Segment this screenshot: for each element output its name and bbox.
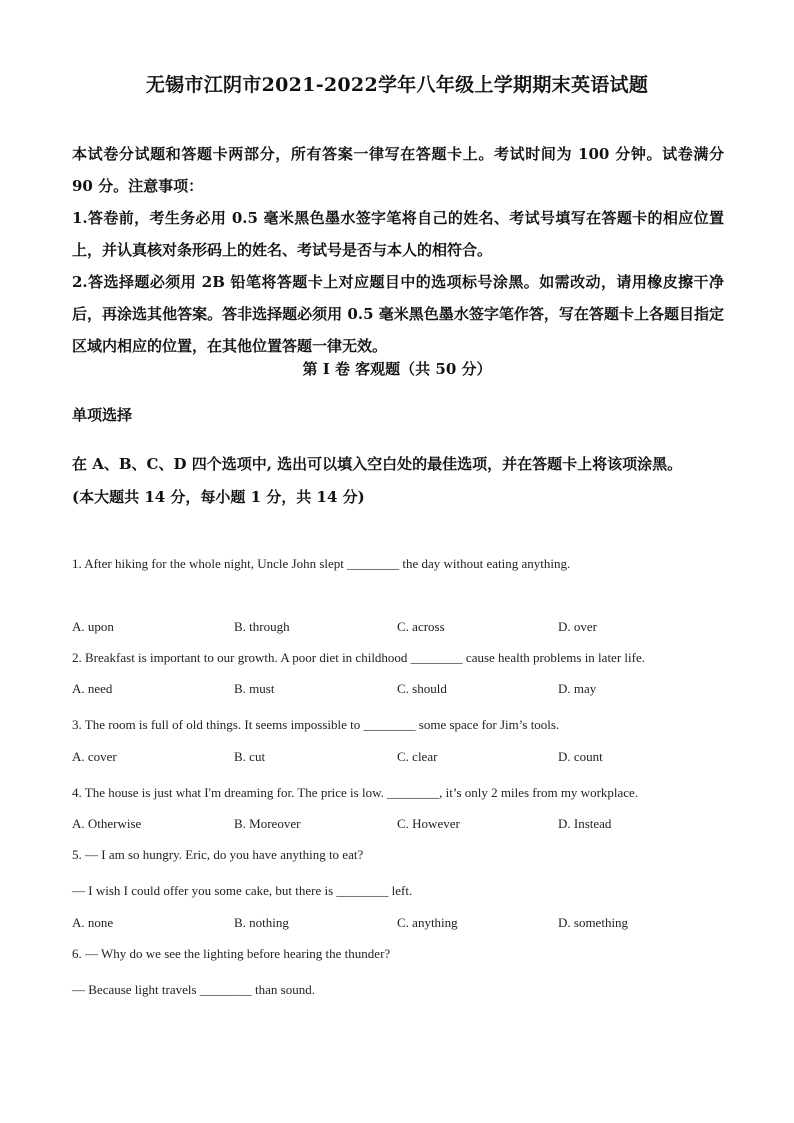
option-b: B. Moreover [234, 816, 301, 831]
question-5: 5. — I am so hungry. Eric, do you have anything to eat? [72, 847, 364, 862]
option-b: B. through [234, 619, 290, 634]
question-4-options [72, 816, 732, 834]
question-1-options [72, 619, 732, 637]
option-a: A. need [72, 681, 113, 696]
intro-note-1: 1.答卷前，考生务必用 0.5 毫米黑色墨水签字笔将自己的姓名、考试号填写在答题卡的相应位置上，并认真核对条形码上的姓名、考试号是否与本人的相符合。 [72, 209, 724, 259]
option-c: C. However [397, 816, 460, 831]
intro-paragraph: 本试卷分试题和答题卡两部分，所有答案一律写在答题卡上。考试时间为 100 分钟。试卷满分 90 分。注意事项： [72, 145, 724, 195]
page-title: 无锡市江阴市2021-2022学年八年级上学期期末英语试题 [145, 74, 649, 96]
option-c: C. should [397, 681, 447, 696]
question-2: 2. Breakfast is important to our growth. A poor diet in childhood ________ cause health problems in later life. [72, 650, 645, 665]
option-a: A. cover [72, 749, 117, 764]
part-label: 单项选择 [72, 406, 133, 424]
intro-notes [72, 138, 724, 362]
question-5-options [72, 915, 732, 933]
question-3: 3. The room is full of old things. It seems impossible to ________ some space for Jim’s tools. [72, 717, 560, 732]
question-1: 1. After hiking for the whole night, Uncle John slept ________ the day without eating anything. [72, 556, 571, 571]
option-a: A. upon [72, 619, 114, 634]
instruction [72, 448, 732, 514]
option-c: C. anything [397, 915, 458, 930]
question-2-options [72, 681, 732, 699]
section-title: 第 I 卷 客观题（共 50 分） [302, 360, 492, 378]
intro-note-2: 2.答选择题必须用 2B 铅笔将答题卡上对应题目中的选项标号涂黑。如需改动，请用橡皮擦干净后，再涂选其他答案。答非选择题必须用 0.5 毫米黑色墨水签字笔作答，写在答题卡上各题目指定区域内相应的位置，在其他位置答题一律无效。 [72, 273, 724, 355]
option-d: D. Instead [558, 816, 612, 831]
question-3-options [72, 749, 732, 767]
question-6: 6. — Why do we see the lighting before hearing the thunder? [72, 946, 391, 961]
option-d: D. may [558, 681, 597, 696]
option-a: A. Otherwise [72, 816, 142, 831]
question-4: 4. The house is just what I'm dreaming for. The price is low. ________, it’s only 2 miles from my workplace. [72, 785, 639, 800]
option-d: D. something [558, 915, 629, 930]
option-b: B. nothing [234, 915, 289, 930]
option-b: B. must [234, 681, 275, 696]
option-c: C. clear [397, 749, 438, 764]
option-d: D. over [558, 619, 597, 634]
instruction-score: (本大题共 14 分，每小题 1 分，共 14 分) [72, 488, 365, 506]
option-a: A. none [72, 915, 114, 930]
instruction-line: 在 A、B、C、D 四个选项中, 选出可以填入空白处的最佳选项，并在答题卡上将该项涂黑。 [72, 455, 683, 473]
question-6-reply: — Because light travels ________ than sound. [72, 982, 315, 997]
option-c: C. across [397, 619, 445, 634]
option-b: B. cut [234, 749, 266, 764]
option-d: D. count [558, 749, 603, 764]
question-5-reply: — I wish I could offer you some cake, but there is ________ left. [72, 883, 413, 898]
